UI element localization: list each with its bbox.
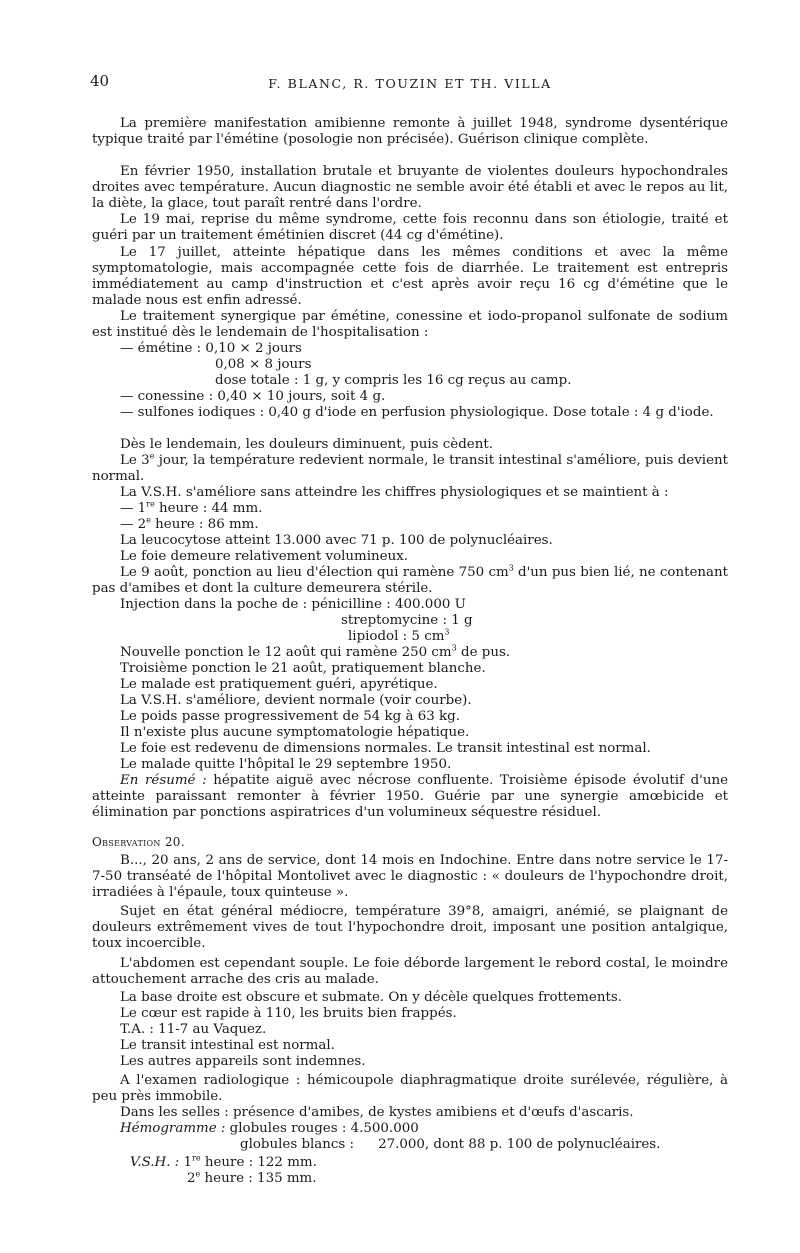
- paragraph: Le 17 juillet, atteinte hépatique dans les mêmes conditions et avec la même symptomatologie, mais accompagnée cette fois de diarrhée. Le traitement est entrepris immédiatement au camp d'instruction et c'est après avoir reçu 16 cg d'émétine que le malade nous est enfin adressé.: [92, 245, 728, 308]
- paragraph: Le cœur est rapide à 110, les bruits bien frappés.: [120, 1006, 457, 1021]
- page-number: 40: [90, 72, 110, 90]
- paragraph: La base droite est obscure et submate. On y décèle quelques frottements.: [120, 990, 622, 1005]
- paragraph: Le foie est redevenu de dimensions normales. Le transit intestinal est normal.: [120, 741, 651, 756]
- paragraph: La V.S.H. s'améliore sans atteindre les chiffres physiologiques et se maintient à :: [120, 485, 669, 500]
- hemogram-label: Hémogramme :: [120, 1121, 226, 1136]
- paragraph: T.A. : 11-7 au Vaquez.: [120, 1022, 267, 1037]
- paragraph: Il n'existe plus aucune symptomatologie hépatique.: [120, 725, 470, 740]
- vsh-line: V.S.H. : 1re heure : 122 mm.: [130, 1153, 317, 1170]
- paragraph: Troisième ponction le 21 août, pratiquement blanche.: [120, 661, 486, 676]
- summary-paragraph: En résumé : hépatite aiguë avec nécrose confluente. Troisième épisode évolutif d'une atteinte paraissant remonter à février 1950. Guérie par une synergie amœbicide et élimination par ponctions aspiratrices d'un volumineux séquestre résiduel.: [92, 773, 728, 820]
- running-title: F. BLANC, R. TOUZIN ET TH. VILLA: [268, 76, 552, 91]
- treatment-line: — sulfones iodiques : 0,40 g d'iode en perfusion physiologique. Dose totale : 4 g d'iode.: [120, 405, 714, 420]
- hemogram-line: Hémogramme : globules rouges : 4.500.000: [120, 1121, 419, 1136]
- paragraph: Dans les selles : présence d'amibes, de kystes amibiens et d'œufs d'ascaris.: [120, 1105, 634, 1120]
- treatment-line: dose totale : 1 g, y compris les 16 cg reçus au camp.: [215, 373, 572, 388]
- paragraph: B..., 20 ans, 2 ans de service, dont 14 mois en Indochine. Entre dans notre service le 17-7-50 transéaté de l'hôpital Montolivet avec le diagnostic : « douleurs de l'hypochondre droit, irradiées à l'épaule, toux quinteuse ».: [92, 853, 728, 900]
- vsh-line: — 2e heure : 86 mm.: [120, 515, 259, 532]
- paragraph: A l'examen radiologique : hémicoupole diaphragmatique droite surélevée, régulière, à peu près immobile.: [92, 1073, 728, 1104]
- paragraph: Le malade est pratiquement guéri, apyrétique.: [120, 677, 438, 692]
- paragraph: La V.S.H. s'améliore, devient normale (voir courbe).: [120, 693, 472, 708]
- paragraph: Nouvelle ponction le 12 août qui ramène 250 $cm^3$ de pus.: [120, 643, 511, 660]
- treatment-line: — émétine : 0,10 × 2 jours: [120, 341, 302, 356]
- paragraph: Les autres appareils sont indemnes.: [120, 1054, 366, 1069]
- injection-line: lipiodol : 5 $cm^3$: [348, 627, 450, 644]
- paragraph: Le poids passe progressivement de 54 kg à 63 kg.: [120, 709, 460, 724]
- paragraph: Le 3e jour, la température redevient normale, le transit intestinal s'améliore, puis devient normal.: [92, 451, 728, 484]
- paragraph: Le 19 mai, reprise du même syndrome, cette fois reconnu dans son étiologie, traité et guéri par un traitement émétinien discret (44 cg d'émétine).: [92, 212, 728, 243]
- injection-line: Injection dans la poche de : pénicilline : 400.000 U: [120, 597, 466, 612]
- hemogram-line: globules blancs : 27.000, dont 88 p. 100 de polynucléaires.: [240, 1137, 661, 1152]
- vsh-line: — 1re heure : 44 mm.: [120, 499, 263, 516]
- paragraph: Dès le lendemain, les douleurs diminuent, puis cèdent.: [120, 437, 493, 452]
- vsh-label: V.S.H. :: [130, 1155, 180, 1170]
- treatment-line: 0,08 × 8 jours: [215, 357, 312, 372]
- paragraph: La première manifestation amibienne remonte à juillet 1948, syndrome dysentérique typique traité par l'émétine (posologie non précisée). Guérison clinique complète.: [92, 116, 728, 147]
- paragraph: Le 9 août, ponction au lieu d'élection qui ramène 750 $cm^3$ d'un pus bien lié, ne contenant pas d'amibes et dont la culture demeurera stérile.: [92, 563, 728, 596]
- summary-label: En résumé :: [120, 773, 207, 788]
- vsh-line: 2e heure : 135 mm.: [187, 1169, 317, 1186]
- paragraph: Sujet en état général médiocre, température 39°8, amaigri, anémié, se plaignant de douleurs extrêmement vives de tout l'hypochondre droit, imposant une position antalgique, toux incoercible.: [92, 904, 728, 951]
- paragraph: Le malade quitte l'hôpital le 29 septembre 1950.: [120, 757, 452, 772]
- paragraph: En février 1950, installation brutale et bruyante de violentes douleurs hypochondrales droites avec température. Aucun diagnostic ne semble avoir été établi et avec le repos au lit, la diète, la glace, tout paraît rentré dans l'ordre.: [92, 164, 728, 211]
- paragraph: L'abdomen est cependant souple. Le foie déborde largement le rebord costal, le moindre attouchement arrache des cris au malade.: [92, 956, 728, 987]
- treatment-line: — conessine : 0,40 × 10 jours, soit 4 g.: [120, 389, 386, 404]
- observation-heading: Observation 20.: [92, 835, 185, 849]
- paragraph: Le traitement synergique par émétine, conessine et iodo-propanol sulfonate de sodium est institué dès le lendemain de l'hospitalisation :: [92, 309, 728, 340]
- paragraph: Le foie demeure relativement volumineux.: [120, 549, 409, 564]
- paragraph: Le transit intestinal est normal.: [120, 1038, 335, 1053]
- paragraph: La leucocytose atteint 13.000 avec 71 p. 100 de polynucléaires.: [120, 533, 553, 548]
- injection-line: streptomycine : 1 g: [341, 613, 473, 628]
- page-header: [90, 74, 730, 94]
